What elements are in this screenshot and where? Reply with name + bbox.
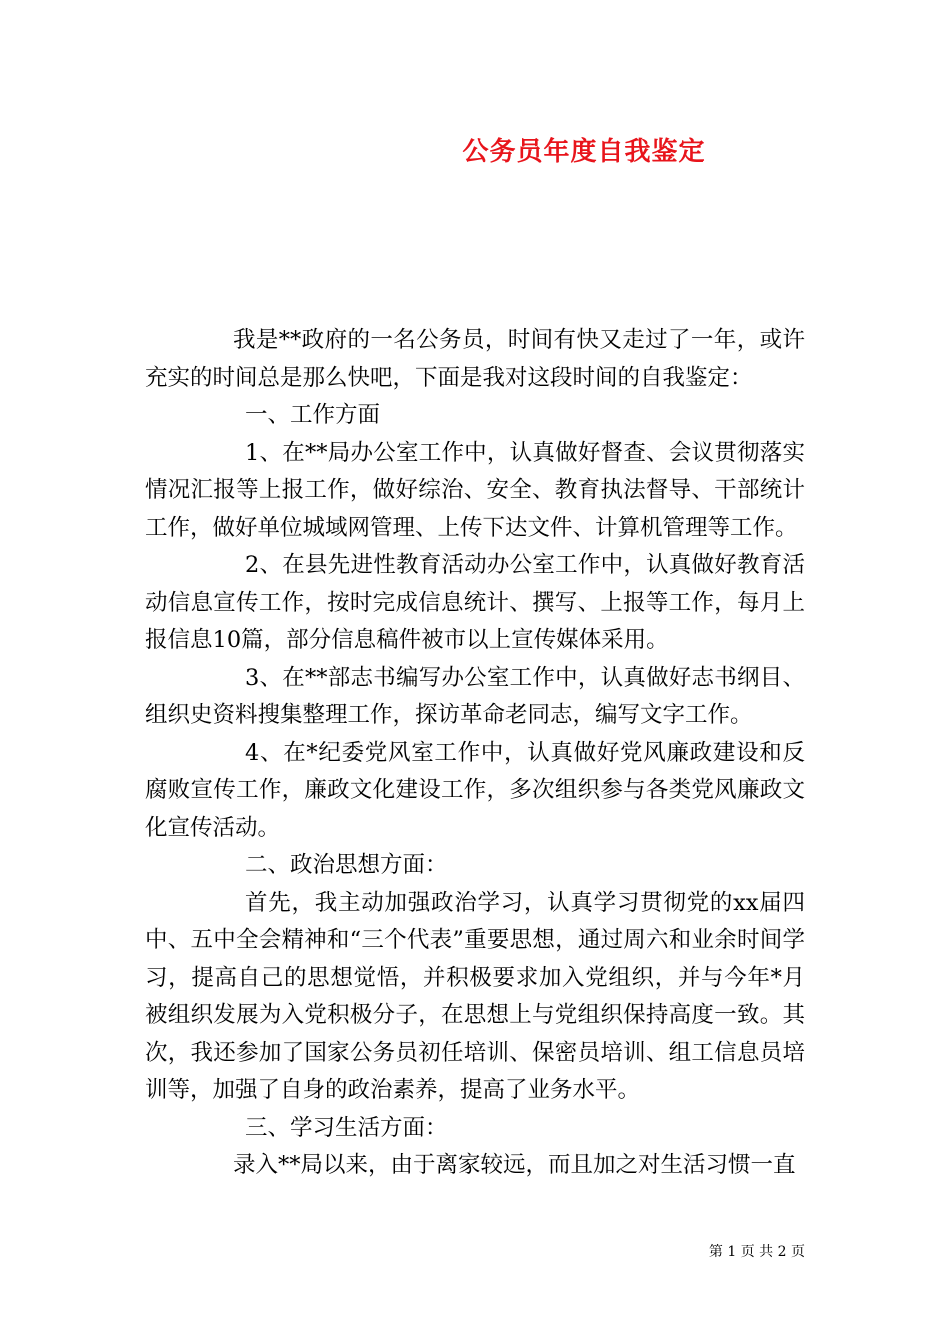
body-paragraph: 4、在*纪委党风室工作中，认真做好党风廉政建设和反腐败宣传工作，廉政文化建设工作，多次组织参与各类党风廉政文化宣传活动。: [145, 739, 805, 841]
document-body: [145, 322, 805, 1185]
body-paragraph: 录入**局以来，由于离家较远，而且加之对生活习惯一直: [233, 1152, 796, 1178]
section-heading: 一、工作方面: [245, 402, 381, 428]
body-paragraph: 我是**政府的一名公务员，时间有快又走过了一年，或许充实的时间总是那么快吧，下面是我对这段时间的自我鉴定：: [145, 327, 805, 391]
page-number-footer: 第 1 页 共 2 页: [708, 1244, 805, 1260]
document-title: 公务员年度自我鉴定: [462, 137, 706, 167]
body-paragraph: 1、在**局办公室工作中，认真做好督查、会议贯彻落实情况汇报等上报工作，做好综治、安全、教育执法督导、干部统计工作，做好单位城域网管理、上传下达文件、计算机管理等工作。: [145, 439, 805, 541]
body-paragraph: 2、在县先进性教育活动办公室工作中，认真做好教育活动信息宣传工作，按时完成信息统计、撰写、上报等工作，每月上报信息10篇，部分信息稿件被市以上宣传媒体采用。: [145, 552, 805, 653]
section-heading: 二、政治思想方面：: [245, 852, 448, 878]
body-paragraph: 首先，我主动加强政治学习，认真学习贯彻党的xx届四中、五中全会精神和“三个代表”重要思想，通过周六和业余时间学习，提高自己的思想觉悟，并积极要求加入党组织，并与今年*月被组织发展为入党积极分子，在思想上与党组织保持高度一致。其次，我还参加了国家公务员初任培训、保密员培训、组工信息员培训等，加强了自身的政治素养，提高了业务水平。: [145, 889, 805, 1103]
body-paragraph: 3、在**部志书编写办公室工作中，认真做好志书纲目、组织史资料搜集整理工作，探访革命老同志，编写文字工作。: [145, 664, 805, 728]
section-heading: 三、学习生活方面：: [245, 1114, 448, 1141]
